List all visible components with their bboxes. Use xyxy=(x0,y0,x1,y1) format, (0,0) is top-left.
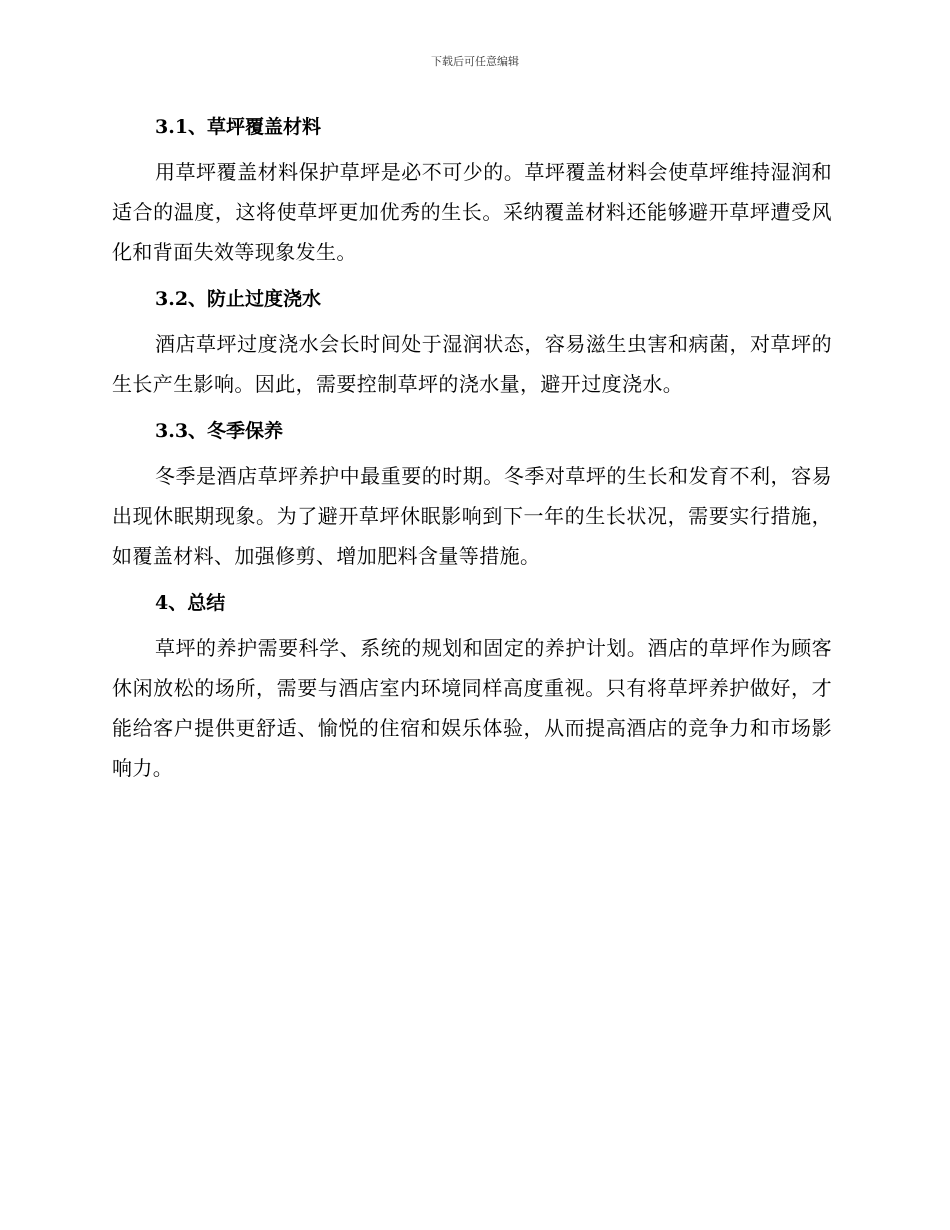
section-heading: 3.1、草坪覆盖材料 xyxy=(155,116,322,138)
section-paragraph: 酒店草坪过度浇水会长时间处于湿润状态，容易滋生虫害和病菌，对草坪的生长产生影响。因此，需要控制草坪的浇水量，避开过度浇水。 xyxy=(112,332,832,396)
document-body xyxy=(112,112,832,788)
section-heading: 3.2、防止过度浇水 xyxy=(155,288,322,310)
section-heading: 3.3、冬季保养 xyxy=(155,420,284,442)
page-header: 下载后可任意编辑 xyxy=(431,55,519,68)
section-heading: 4、总结 xyxy=(155,592,226,614)
section-paragraph: 用草坪覆盖材料保护草坪是必不可少的。草坪覆盖材料会使草坪维持湿润和适合的温度，这将使草坪更加优秀的生长。采纳覆盖材料还能够避开草坪遭受风化和背面失效等现象发生。 xyxy=(112,160,832,264)
section-3-1 xyxy=(112,112,832,284)
section-3-2 xyxy=(112,284,832,416)
section-3-3 xyxy=(112,416,832,588)
section-paragraph: 冬季是酒店草坪养护中最重要的时期。冬季对草坪的生长和发育不利，容易出现休眠期现象。为了避开草坪休眠影响到下一年的生长状况，需要实行措施，如覆盖材料、加强修剪、增加肥料含量等措施。 xyxy=(112,464,832,568)
section-paragraph: 草坪的养护需要科学、系统的规划和固定的养护计划。酒店的草坪作为顾客休闲放松的场所，需要与酒店室内环境同样高度重视。只有将草坪养护做好，才能给客户提供更舒适、愉悦的住宿和娱乐体验，从而提高酒店的竞争力和市场影响力。 xyxy=(112,636,832,780)
section-4-summary xyxy=(112,588,832,788)
